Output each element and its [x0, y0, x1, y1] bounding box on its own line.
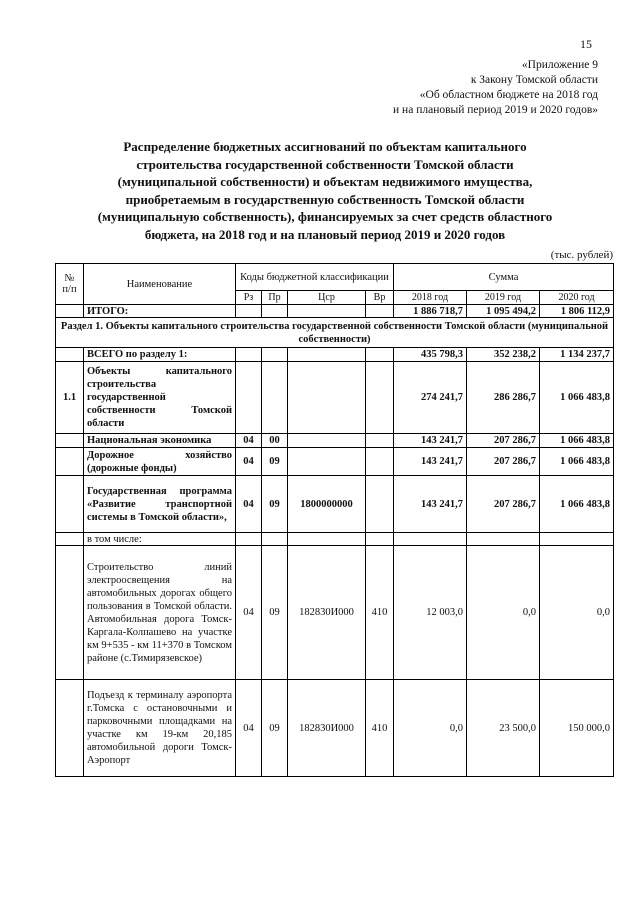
value-2018: 143 241,7: [394, 476, 467, 533]
header-vr: Вр: [366, 291, 394, 305]
total-2019: 1 095 494,2: [467, 305, 540, 318]
value-2018: 0,0: [394, 680, 467, 777]
rz-cell: 04: [236, 434, 262, 448]
item-2018: 274 241,7: [394, 362, 467, 434]
total-2018: 1 886 718,7: [394, 305, 467, 318]
national-economy-name: Национальная экономика: [84, 434, 236, 448]
rz-cell: 04: [236, 448, 262, 476]
rz-cell: 04: [236, 476, 262, 533]
value-2018: 143 241,7: [394, 448, 467, 476]
csr-cell: 1800000000: [288, 476, 366, 533]
total-label: ИТОГО:: [84, 305, 236, 318]
pr-cell: 00: [262, 434, 288, 448]
value-2020: 0,0: [540, 546, 614, 680]
header-sum: Сумма: [394, 264, 614, 291]
units-label: (тыс. рублей): [550, 249, 613, 261]
pr-cell: 09: [262, 546, 288, 680]
header-codes: Коды бюджетной классификации: [236, 264, 394, 291]
road-economy-row: [56, 448, 614, 476]
value-2019: 207 286,7: [467, 434, 540, 448]
rz-cell: 04: [236, 546, 262, 680]
title-line: (муниципальной собственности) и объектам недвижимого имущества,: [117, 174, 533, 189]
title-line: (муниципальную собственность), финансируемых за счет средств областного: [97, 209, 553, 224]
national-economy-row: [56, 434, 614, 448]
detail-name: Подъезд к терминалу аэропорта г.Томска с остановочными и парковочными площадками на участке км 19-км 20,185 автомобильной дороги Томск-Аэропорт: [84, 680, 236, 777]
title-line: Распределение бюджетных ассигнований по объектам капитального: [123, 139, 527, 154]
header-2018: 2018 год: [394, 291, 467, 305]
detail-name: Строительство линий электроосвещения на автомобильных дорогах общего пользования в Томской области. Автомобильная дорога Томск-Каргала-Колпашево на участке км 9+535 - км 11+370 в Томском районе (с.Тимирязевское): [84, 546, 236, 680]
section-total-2018: 435 798,3: [394, 348, 467, 362]
header-num: № п/п: [56, 264, 84, 305]
detail-row: [56, 546, 614, 680]
pr-cell: 09: [262, 448, 288, 476]
including-row: [56, 533, 614, 546]
appendix-line: «Об областном бюджете на 2018 год: [419, 89, 598, 101]
pr-cell: 09: [262, 680, 288, 777]
item-2020: 1 066 483,8: [540, 362, 614, 434]
value-2019: 0,0: [467, 546, 540, 680]
section-total-row: [56, 348, 614, 362]
csr-cell: 182830И000: [288, 680, 366, 777]
title-line: бюджета, на 2018 год и на плановый период 2019 и 2020 годов: [144, 226, 506, 242]
state-program-name: Государственная программа «Развитие транспортной системы в Томской области»,: [84, 476, 236, 533]
title-line: строительства государственной собственности Томской области: [136, 156, 514, 172]
header-rz: Рз: [236, 291, 262, 305]
appendix-header: [393, 58, 598, 118]
document-title: [55, 138, 595, 243]
appendix-line: и на плановый период 2019 и 2020 годов»: [393, 104, 598, 116]
value-2018: 143 241,7: [394, 434, 467, 448]
item-name: Объекты капитального строительства государственной собственности Томской области: [84, 362, 236, 434]
section-heading: Раздел 1. Объекты капитального строительства государственной собственности Томской области (муниципальной собственности): [56, 318, 614, 348]
header-name: Наименование: [84, 264, 236, 305]
item-row: [56, 362, 614, 434]
value-2018: 12 003,0: [394, 546, 467, 680]
rz-cell: 04: [236, 680, 262, 777]
item-num: 1.1: [56, 362, 84, 434]
value-2020: 1 066 483,8: [540, 448, 614, 476]
pr-cell: 09: [262, 476, 288, 533]
section-total-2020: 1 134 237,7: [540, 348, 614, 362]
road-economy-name: Дорожное хозяйство (дорожные фонды): [84, 448, 236, 476]
value-2020: 1 066 483,8: [540, 434, 614, 448]
vr-cell: 410: [366, 680, 394, 777]
value-2019: 207 286,7: [467, 448, 540, 476]
vr-cell: 410: [366, 546, 394, 680]
total-2020: 1 806 112,9: [540, 305, 614, 318]
value-2019: 23 500,0: [467, 680, 540, 777]
csr-cell: 182830И000: [288, 546, 366, 680]
header-csr: Цср: [288, 291, 366, 305]
header-pr: Пр: [262, 291, 288, 305]
section-total-2019: 352 238,2: [467, 348, 540, 362]
value-2020: 1 066 483,8: [540, 476, 614, 533]
header-2020: 2020 год: [540, 291, 614, 305]
section-total-label: ВСЕГО по разделу 1:: [84, 348, 236, 362]
budget-table: [55, 263, 614, 777]
item-2019: 286 286,7: [467, 362, 540, 434]
detail-row: [56, 680, 614, 777]
title-line: приобретаемым в государственную собственность Томской области: [125, 191, 525, 207]
section-heading-row: [56, 318, 614, 348]
including-label: в том числе:: [84, 533, 236, 546]
total-row: [56, 305, 614, 318]
header-2019: 2019 год: [467, 291, 540, 305]
state-program-row: [56, 476, 614, 533]
appendix-line: к Закону Томской области: [470, 74, 598, 86]
value-2020: 150 000,0: [540, 680, 614, 777]
page-number: 15: [580, 37, 592, 51]
appendix-line: «Приложение 9: [521, 59, 598, 71]
value-2019: 207 286,7: [467, 476, 540, 533]
